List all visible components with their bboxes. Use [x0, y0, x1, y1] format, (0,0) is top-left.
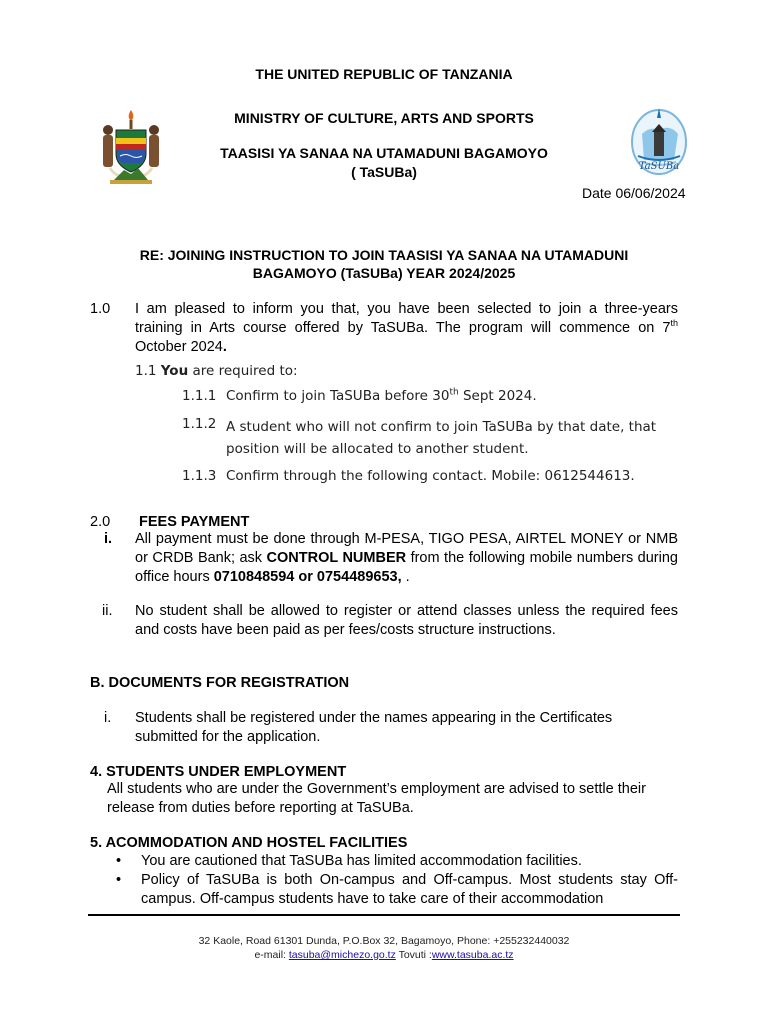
ministry-title: MINISTRY OF CULTURE, ARTS AND SPORTS	[234, 110, 534, 126]
section-1-1-heading	[135, 363, 298, 379]
document-date: Date 06/06/2024	[582, 185, 686, 201]
institute-title: TAASISI YA SANAA NA UTAMADUNI BAGAMOYO	[220, 145, 548, 161]
item-1-1-2-text: A student who will not confirm to join TaSUBa by that date, that position will be allocated to another student.	[226, 419, 657, 457]
fees-item-1-text-b: from the following mobile numbers during office hours	[135, 550, 678, 585]
website-link[interactable]: www.tasuba.ac.tz	[431, 949, 514, 961]
item-1-1-1-number: 1.1.1	[182, 388, 217, 404]
section-1-number: 1.0	[90, 301, 111, 317]
item-1-1-1-text-b: Sept 2024.	[458, 388, 537, 404]
footer-divider	[88, 914, 680, 916]
section-5-title: 5. ACOMMODATION AND HOSTEL FACILITIES	[90, 835, 408, 851]
subject-line-2: BAGAMOYO (TaSUBa) YEAR 2024/2025	[252, 265, 516, 281]
country-title: THE UNITED REPUBLIC OF TANZANIA	[255, 66, 513, 82]
bullet-text: Policy of TaSUBa is both On-campus and Off-campus. Most students stay Off-campus. Off-campus students have to take care of their accommodation	[141, 872, 678, 907]
section-1-paragraph	[135, 300, 678, 357]
fees-item-2-text: No student shall be allowed to register or attend classes unless the required fees and costs have been paid as per fees/costs structure instructions.	[135, 603, 678, 638]
fees-item-1-text	[135, 530, 678, 587]
bullet-item	[116, 852, 678, 871]
section-1-text-a: I am pleased to inform you that, you have been selected to join a three-years training in Arts course offered by TaSUBa. The program will commence on 7	[135, 301, 678, 336]
section-4-text: All students who are under the Government’s employment are advised to settle their release from duties before reporting at TaSUBa.	[107, 781, 646, 816]
section-4-title: 4. STUDENTS UNDER EMPLOYMENT	[90, 764, 347, 780]
fees-item-2-marker: ii.	[102, 603, 113, 619]
sub-heading-rest: are required to:	[188, 363, 298, 379]
docs-item-1-marker: i.	[104, 710, 112, 726]
footer-contacts	[0, 948, 768, 962]
subject-line-1: RE: JOINING INSTRUCTION TO JOIN TAASISI YA SANAA NA UTAMADUNI	[139, 247, 629, 263]
institute-acronym: ( TaSUBa)	[351, 164, 417, 180]
email-link[interactable]: tasuba@michezo.go.tz	[288, 949, 396, 961]
section-b-title: B. DOCUMENTS FOR REGISTRATION	[90, 675, 350, 691]
fees-item-1-text-c: .	[401, 569, 410, 585]
web-label: Tovuti :	[395, 949, 432, 961]
section-1-text-b: October 2024	[135, 339, 223, 355]
footer-address: 32 Kaole, Road 61301 Dunda, P.O.Box 32, Bagamoyo, Phone: +255232440032	[198, 935, 570, 947]
bullet-icon: •	[116, 872, 122, 888]
fees-item-1-marker: i.	[104, 531, 113, 547]
bullet-item	[116, 871, 678, 909]
fees-phone-numbers: 0710848594 or 0754489653,	[213, 569, 402, 585]
bullet-icon: •	[116, 853, 122, 869]
docs-item-1-text: Students shall be registered under the names appearing in the Certificates submitted for the application.	[135, 710, 613, 745]
section-1-text-end: .	[222, 339, 227, 355]
fees-item-1-text-a: All payment must be done through M-PESA, TIGO PESA, AIRTEL MONEY or NMB or CRDB Bank; ask	[135, 531, 678, 566]
item-1-1-1-text-a: Confirm to join TaSUBa before 30	[226, 388, 450, 404]
email-label: e-mail:	[254, 949, 289, 961]
item-1-1-3-text: Confirm through the following contact. Mobile: 0612544613.	[226, 468, 635, 484]
item-1-1-1-sup: th	[449, 387, 459, 398]
tasuba-logo-text: TaSUBa	[638, 161, 680, 172]
item-1-1-1-text	[226, 388, 666, 404]
bullet-text: You are cautioned that TaSUBa has limited accommodation facilities.	[141, 853, 582, 869]
control-number-label: CONTROL NUMBER	[266, 550, 407, 566]
item-1-1-2-number: 1.1.2	[182, 416, 217, 432]
sub-heading-num: 1.1	[135, 363, 161, 379]
section-2-number: 2.0	[90, 514, 111, 530]
sub-heading-bold: You	[160, 363, 189, 379]
section-1-sup: th	[670, 318, 678, 329]
section-2-title: FEES PAYMENT	[139, 514, 250, 530]
item-1-1-3-number: 1.1.3	[182, 468, 217, 484]
